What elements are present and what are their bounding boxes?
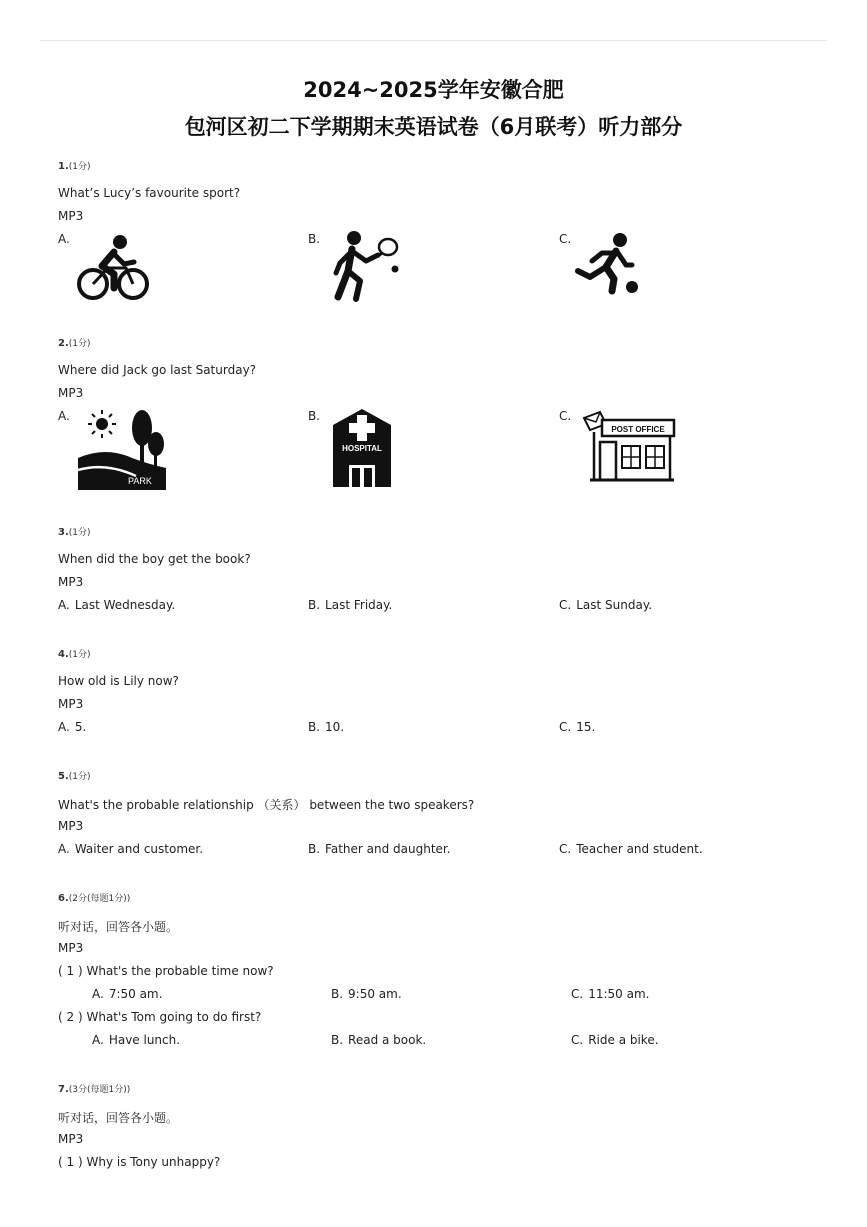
question-6-sub-1-option-b[interactable] [331, 987, 402, 1001]
sub-question-number: ( 1 ) [58, 1155, 83, 1169]
question-3-option-b[interactable] [308, 598, 392, 612]
hospital-icon-label: HOSPITAL [342, 444, 382, 453]
option-text: Ride a bike. [588, 1033, 659, 1047]
question-7-sub-1 [58, 1155, 220, 1169]
question-score: (1分) [68, 650, 91, 660]
question-7-stem: 听对话，回答各小题。 [58, 1111, 179, 1125]
question-7-header [58, 1082, 130, 1095]
option-letter: B. [331, 987, 344, 1001]
question-6-sub-1-option-a[interactable] [92, 987, 162, 1001]
option-letter: C. [559, 842, 572, 856]
question-6-sub-1 [58, 964, 274, 978]
question-4-stem: How old is Lily now? [58, 674, 179, 688]
question-3-option-a[interactable] [58, 598, 175, 612]
question-1-option-c-letter[interactable]: C. [559, 232, 572, 246]
question-5-stem: What's the probable relationship （关系） between the two speakers? [58, 798, 475, 812]
question-5-option-b[interactable] [308, 842, 451, 856]
post-office-icon-label: POST OFFICE [611, 425, 665, 434]
sub-question-stem: Why is Tony unhappy? [86, 1155, 221, 1169]
option-text: 10. [325, 720, 345, 734]
option-text: Father and daughter. [325, 842, 451, 856]
option-letter: A. [92, 1033, 104, 1047]
question-6-header [58, 891, 130, 904]
question-6-sub-2-option-b[interactable] [331, 1033, 426, 1047]
sub-question-stem: What's the probable time now? [86, 964, 274, 978]
option-text: Last Sunday. [576, 598, 653, 612]
question-3-stem: When did the boy get the book? [58, 552, 251, 566]
question-4-option-c[interactable] [559, 720, 595, 734]
post-office-icon[interactable] [580, 410, 678, 482]
question-number: 3. [58, 527, 69, 538]
question-score: (3分(每题1分)) [68, 1085, 131, 1095]
question-4-audio[interactable]: MP3 [58, 697, 84, 711]
option-letter: B. [308, 598, 321, 612]
question-score: (1分) [68, 528, 91, 538]
question-6-sub-1-option-c[interactable] [571, 987, 649, 1001]
question-1-header [58, 159, 91, 172]
option-letter: A. [58, 598, 70, 612]
question-number: 4. [58, 649, 69, 660]
question-number: 2. [58, 338, 69, 349]
question-3-option-c[interactable] [559, 598, 652, 612]
question-1-audio[interactable]: MP3 [58, 209, 84, 223]
sub-question-number: ( 2 ) [58, 1010, 83, 1024]
option-text: Have lunch. [108, 1033, 181, 1047]
question-2-option-b-letter[interactable]: B. [308, 409, 321, 423]
tennis-icon[interactable] [330, 229, 402, 301]
question-6-sub-2 [58, 1010, 261, 1024]
question-5-header [58, 769, 91, 782]
question-2-audio[interactable]: MP3 [58, 386, 84, 400]
question-score: (1分) [68, 162, 91, 172]
option-letter: A. [58, 842, 70, 856]
question-2-header [58, 336, 91, 349]
option-text: 9:50 am. [348, 987, 402, 1001]
question-2-stem: Where did Jack go last Saturday? [58, 363, 257, 377]
question-number: 1. [58, 161, 69, 172]
option-text: Teacher and student. [576, 842, 703, 856]
soccer-icon[interactable] [574, 231, 642, 297]
question-5-audio[interactable]: MP3 [58, 819, 84, 833]
option-letter: C. [559, 598, 572, 612]
option-letter: C. [571, 1033, 584, 1047]
option-text: 11:50 am. [588, 987, 650, 1001]
question-1-stem: What’s Lucy’s favourite sport? [58, 186, 241, 200]
top-divider [40, 40, 827, 41]
question-7-audio[interactable]: MP3 [58, 1132, 84, 1146]
option-text: Read a book. [348, 1033, 427, 1047]
question-3-audio[interactable]: MP3 [58, 575, 84, 589]
question-6-audio[interactable]: MP3 [58, 941, 84, 955]
page-title-line-2: 包河区初二下学期期末英语试卷（6月联考）听力部分 [184, 115, 683, 139]
question-3-header [58, 525, 91, 538]
question-number: 7. [58, 1084, 69, 1095]
question-score: (1分) [68, 772, 91, 782]
question-number: 5. [58, 771, 69, 782]
question-4-option-a[interactable] [58, 720, 86, 734]
question-6-sub-2-option-c[interactable] [571, 1033, 659, 1047]
option-text: 15. [576, 720, 596, 734]
option-letter: C. [571, 987, 584, 1001]
question-4-option-b[interactable] [308, 720, 344, 734]
sub-question-number: ( 1 ) [58, 964, 83, 978]
park-icon-label: PARK [128, 476, 152, 486]
page-title-line-1: 2024~2025学年安徽合肥 [303, 78, 564, 102]
question-4-header [58, 647, 91, 660]
option-letter: C. [559, 720, 572, 734]
sub-question-stem: What's Tom going to do first? [86, 1010, 262, 1024]
option-text: Waiter and customer. [74, 842, 204, 856]
question-1-option-b-letter[interactable]: B. [308, 232, 321, 246]
option-letter: A. [58, 720, 70, 734]
question-6-sub-2-option-a[interactable] [92, 1033, 180, 1047]
question-5-option-c[interactable] [559, 842, 703, 856]
option-text: Last Wednesday. [74, 598, 176, 612]
cycling-icon[interactable] [74, 232, 152, 304]
option-letter: B. [308, 720, 321, 734]
question-2-option-a-letter[interactable]: A. [58, 409, 70, 423]
option-letter: B. [331, 1033, 344, 1047]
question-5-option-a[interactable] [58, 842, 203, 856]
question-score: (2分(每题1分)) [68, 894, 131, 904]
option-text: 5. [74, 720, 87, 734]
option-text: 7:50 am. [108, 987, 163, 1001]
question-6-stem: 听对话，回答各小题。 [58, 920, 179, 934]
option-text: Last Friday. [325, 598, 393, 612]
question-1-option-a-letter[interactable]: A. [58, 232, 70, 246]
question-2-option-c-letter[interactable]: C. [559, 409, 572, 423]
option-letter: A. [92, 987, 104, 1001]
question-number: 6. [58, 893, 69, 904]
park-icon[interactable] [76, 406, 168, 492]
question-score: (1分) [68, 339, 91, 349]
option-letter: B. [308, 842, 321, 856]
hospital-icon[interactable] [331, 407, 393, 489]
